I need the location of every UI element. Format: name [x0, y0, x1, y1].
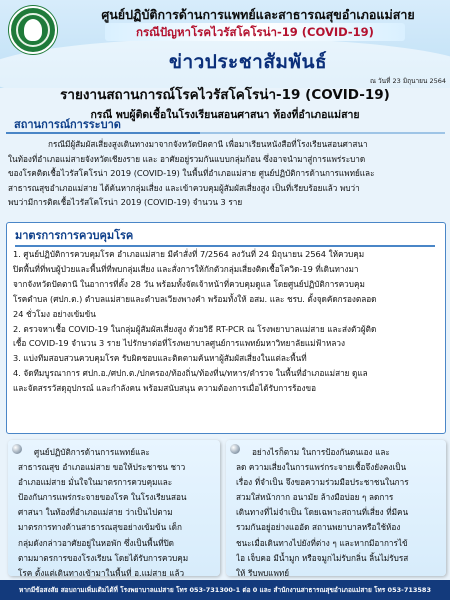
panel-line: ให้ รีบพบแพทย์ — [236, 567, 290, 578]
report-subtitle: กรณี พบผู้ติดเชื้อในโรงเรียนสอนศาสนา ท้องที่อำเภอแม่สาย — [90, 109, 360, 121]
measure-line: และจัดสรรวัสดุอุปกรณ์ และกำลังคน พร้อมสนับสนุน ความต้องการเมื่อได้รับการร้องขอ — [13, 383, 316, 394]
reassurance-text — [18, 445, 218, 581]
logo-emblem — [24, 19, 42, 41]
panel-line: ไอ เจ็บคอ มีน้ำมูก หรือจมูกไม่รับกลิ่น ลิ้นไม่รับรส — [236, 552, 409, 563]
measure-line: ปิดพื้นที่ที่พบผู้ป่วยและพื้นที่ที่พบกลุ่มเสี่ยง และสั่งการให้กักตัวกลุ่มเสี่ยงติดเชื้อโควิด-19 ที่เดินทางมา — [13, 263, 359, 274]
measure-line: เชื้อ COVID-19 จำนวน 3 ราย ไปรักษาต่อที่โรงพยาบาลศูนย์การแพทย์มหาวิทยาลัยแม่ฟ้าหลวง — [13, 338, 345, 349]
measure-line: 24 ชั่วโมง อย่างเข้มข้น — [13, 308, 96, 319]
panel-line: เรื่อง ที่จำเป็น จึงขอความร่วมมือประชาชนในการ — [236, 477, 409, 488]
news-date: ณ วันที่ 23 มิถุนายน 2564 — [369, 77, 446, 85]
panel-line: ป้องกันการแพร่กระจายของโรค ในโรงเรียนสอน — [18, 492, 187, 503]
situation-line: สาธารณสุขอำเภอแม่สาย ได้ค้นหากลุ่มเสี่ยง และเข้าควบคุมผู้สัมผัสเสี่ยงสูง เป็นที่เรียบร้อยแล้ว พบว่า — [8, 182, 360, 193]
situation-line: กรณีมีผู้สัมผัสเสี่ยงสูงเดินทางมาจากจังหวัดปัตตานี เพื่อมาเรียนหนังสือที่โรงเรียนสอนศาสนา — [48, 139, 368, 149]
header — [0, 0, 450, 88]
report-title: รายงานสถานการณ์โรคไวรัสโคโรน่า-19 (COVID-19) — [60, 87, 390, 103]
measure-line: จากจังหวัดปัตตานี ในอาการที่ตั้ง 28 วัน พร้อมทั้งจัดเจ้าหน้าที่ควบคุมดูแล โดยศูนย์ปฏิบัติการควบคุม — [13, 278, 365, 289]
measure-line: 1. ศูนย์ปฏิบัติการควบคุมโรค อำเภอแม่สาย มีคำสั่งที่ 7/2564 ลงวันที่ 24 มิถุนายน 2564 ให้ควบคุม — [13, 249, 365, 259]
panel-line: ศูนย์ปฏิบัติการด้านการแพทย์และ — [34, 447, 150, 457]
section-divider — [200, 132, 445, 134]
measure-line: โรคตำบล (ศปก.ต.) ตำบลแม่สายและตำบลเวียงพางคำ พร้อมทั้งให้ อสม. และ ชรบ. ตั้งจุดคัดกรองตลอด — [13, 293, 377, 304]
panel-line: กลุ่มดังกล่าวอาศัยอยู่ในหอพัก ซึ่งเป็นพื้นที่ปิด — [18, 537, 174, 548]
measures-list — [13, 247, 441, 396]
advice-text — [236, 445, 442, 581]
situation-text — [8, 137, 445, 210]
measure-line: 3. แบ่งทีมสอบสวนควบคุมโรค รับผิดชอบและติดตามค้นหาผู้สัมผัสเสี่ยงในแต่ละพื้นที่ — [13, 353, 307, 364]
situation-line: ในท้องที่อำเภอแม่สายจังหวัดเชียงราย และ อาศัยอยู่รวมกันแบบกลุ่มก้อน ซึ่งอาจนำมาสู่การแพร่ระบาด — [8, 153, 366, 164]
panel-line: โรค ตั้งแต่เดินทางเข้ามาในพื้นที่ อ.แม่สาย แล้ว — [18, 567, 185, 578]
situation-label: สถานการณ์การระบาด — [6, 117, 206, 134]
panel-line: ศาสนา ในท้องที่อำเภอแม่สาย ว่าเป็นไปตาม — [18, 507, 173, 518]
news-title: ข่าวประชาสัมพันธ์ — [168, 51, 328, 73]
measures-title: มาตรการการควบคุมโรค — [15, 226, 435, 247]
situation-line: ของโรคติดเชื้อไวรัสโคโรน่า 2019 (COVID-19) ในพื้นที่อำเภอแม่สาย ศูนย์ปฏิบัติการด้านการแพทย์และ — [8, 168, 375, 179]
panel-line: อำเภอแม่สาย มั่นใจในมาตรการควบคุมและ — [18, 477, 173, 488]
center-name: ศูนย์ปฏิบัติการด้านการแพทย์และสาธารณสุขอำเภอแม่สาย — [101, 7, 415, 22]
panel-line: ลด ความเสี่ยงในการแพร่กระจายเชื้อจึงยังคงเป็น — [236, 462, 407, 473]
covid-banner: กรณีปัญหาโรคไวรัสโคโรน่า-19 (COVID-19) — [105, 23, 405, 41]
situation-line: พบว่ามีการติดเชื้อไวรัสโคโรน่า 2019 (COVID-19) จำนวน 3 ราย — [8, 197, 243, 208]
panel-line: ตามมาตรการของโรงเรียน โดยได้รับการควบคุม — [18, 552, 189, 563]
panel-line: มาตรการทางด้านสาธารณสุขอย่างเข้มข้น เด็ก — [18, 522, 182, 533]
measures-box — [6, 222, 446, 434]
reassurance-panel — [8, 440, 220, 576]
panel-line: อย่างไรก็ตาม ในการป้องกันตนเอง และ — [252, 447, 390, 457]
advice-panel — [226, 440, 446, 576]
ministry-of-public-health-logo — [9, 6, 57, 54]
panel-line: รวมกันอยู่อย่างแออัด สถานพยาบาลหรือใช้ห้อง — [236, 522, 401, 533]
contact-footer: หากมีข้อสงสัย สอบถามเพิ่มเติมได้ที่ โรงพยาบาลแม่สาย โทร 053-731300-1 ต่อ 0 และ สำนักงานสาธารณสุขอำเภอแม่สาย โทร 053-713583 — [0, 580, 450, 600]
panel-line: สวมใส่หน้ากาก อนามัย ล้างมือบ่อย ๆ ลดการ — [236, 492, 394, 503]
panel-line: สาธารณสุข อำเภอแม่สาย ขอให้ประชาชน ชาว — [18, 462, 186, 473]
measure-line: 4. จัดทีมบูรณาการ ศปก.อ./ศปก.ต./ปกครอง/ท้องถิ่น/ท้องที่น/ทหาร/ตำรวจ ในพื้นที่อำเภอแม่สาย ดูแล — [13, 368, 368, 379]
panel-line: ชนะเมื่อเดินทางไปยังที่ต่าง ๆ และหากมีอาการไข้ — [236, 537, 408, 548]
measure-line: 2. ตรวจหาเชื้อ COVID-19 ในกลุ่มผู้สัมผัสเสี่ยงสูง ด้วยวิธี RT-PCR ณ โรงพยาบาลแม่สาย และส่งตัวผู้ติด — [13, 323, 377, 334]
panel-line: เดินทางที่ไม่จำเป็น โดยเฉพาะสถานที่เสี่ยง ที่มีคน — [236, 507, 409, 518]
